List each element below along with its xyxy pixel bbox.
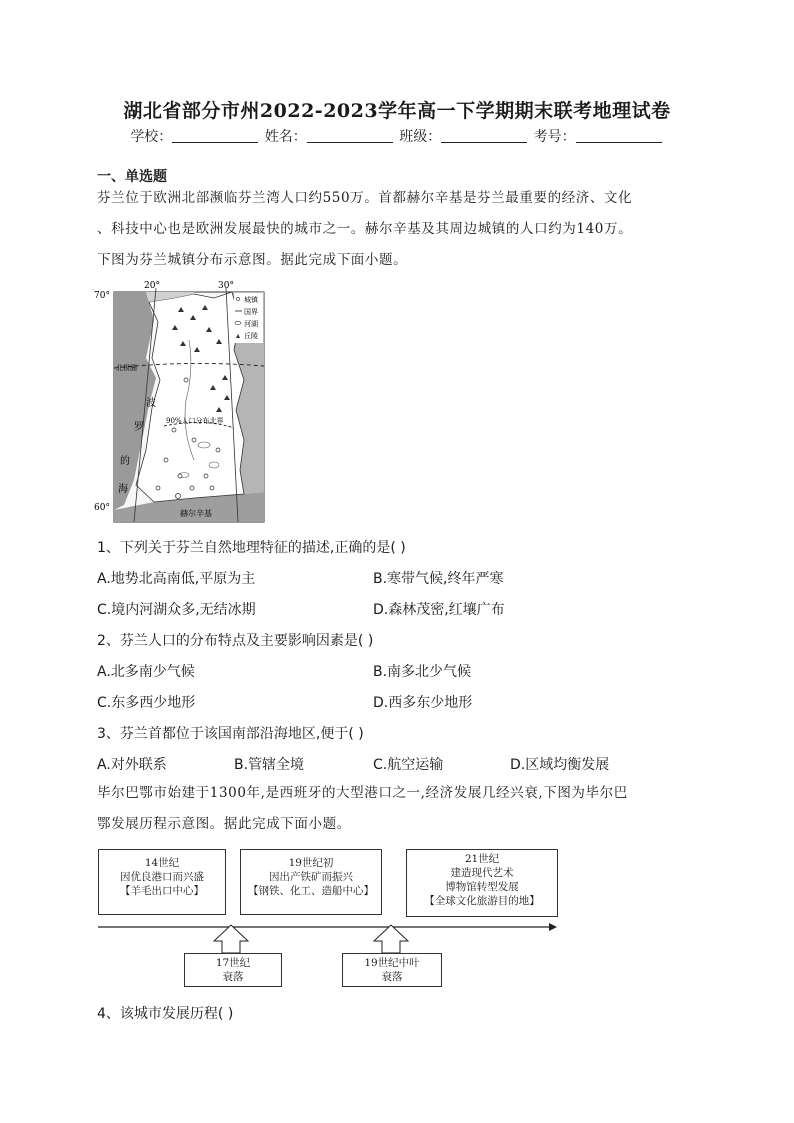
arctic-circle-label: 北极圈 <box>116 364 137 372</box>
stage-text: 21世纪 <box>464 853 500 865</box>
stage-box-19c-early <box>240 849 382 915</box>
up-arrow-17c <box>214 925 248 953</box>
q3-option-c[interactable]: C.航空运输 <box>373 757 444 773</box>
stage-text: 19世纪中叶 <box>364 957 420 969</box>
passage-line: 芬兰位于欧洲北部濒临芬兰湾人口约550万。首都赫尔辛基是芬兰最重要的经济、文化 <box>97 190 633 206</box>
decline-box-19c-mid <box>342 953 442 987</box>
name-label: 姓名： <box>264 129 307 145</box>
q1-option-d[interactable]: D.森林茂密,红壤广布 <box>373 602 505 618</box>
passage-bilbao <box>97 778 702 840</box>
q2-option-b[interactable]: B.南多北少气候 <box>373 664 472 680</box>
school-label: 学校： <box>130 129 173 145</box>
class-label: 班级： <box>399 129 442 145</box>
lat-70-label: 70° <box>94 291 110 301</box>
stage-text: 14世纪 <box>144 857 180 869</box>
sea-char-2: 罗 <box>134 422 144 433</box>
legend-river-lake: 河湖 <box>244 320 258 328</box>
school-blank[interactable] <box>172 128 258 143</box>
passage-line: 毕尔巴鄂市始建于1300年,是西班牙的大型港口之一,经济发展几经兴衰,下图为毕尔巴 <box>97 785 628 801</box>
stage-text: 17世纪 <box>215 957 251 969</box>
stage-text: 【全球文化旅游目的地】 <box>424 895 540 907</box>
q3-option-d[interactable]: D.区域均衡发展 <box>510 757 610 773</box>
sea-char-3: 的 <box>120 456 130 467</box>
stage-text: 【羊毛出口中心】 <box>120 885 204 897</box>
map-legend <box>234 293 263 343</box>
lon-20-label: 20° <box>144 281 160 291</box>
lon-30-label: 30° <box>218 281 234 291</box>
legend-border: 国界 <box>244 308 258 316</box>
lat-60-label: 60° <box>94 503 110 513</box>
sea-char-1: 波 <box>146 398 156 409</box>
question-3-stem: 3、芬兰首都位于该国南部沿海地区,便于( ) <box>97 726 364 742</box>
class-blank[interactable] <box>441 128 527 143</box>
stage-text: 建造现代艺术 <box>450 867 514 879</box>
passage-line: 鄂发展历程示意图。据此完成下面小题。 <box>97 816 351 832</box>
q2-option-a[interactable]: A.北多南少气候 <box>97 664 195 680</box>
q3-option-a[interactable]: A.对外联系 <box>97 757 167 773</box>
question-1-stem: 1、下列关于芬兰自然地理特征的描述,正确的是( ) <box>97 540 406 556</box>
passage-finland <box>97 183 702 276</box>
q1-option-a[interactable]: A.地势北高南低,平原为主 <box>97 571 256 587</box>
up-arrow-19c-mid <box>374 925 408 953</box>
number-label: 考号： <box>533 129 576 145</box>
q3-option-b[interactable]: B.管辖全境 <box>234 757 305 773</box>
decline-box-17c <box>184 953 282 987</box>
sea-char-4: 海 <box>118 484 128 495</box>
stage-text: 因出产铁矿而振兴 <box>269 871 353 883</box>
name-blank[interactable] <box>307 128 393 143</box>
stage-text: 博物馆转型发展 <box>445 881 519 893</box>
q1-option-b[interactable]: B.寒带气候,终年严寒 <box>373 571 504 587</box>
stage-box-21c <box>406 849 558 917</box>
stage-text: 因优良港口而兴盛 <box>120 871 204 883</box>
capital-label: 赫尔辛基 <box>180 509 212 518</box>
passage-line: 下图为芬兰城镇分布示意图。据此完成下面小题。 <box>97 252 408 268</box>
stage-box-14c <box>98 849 226 915</box>
question-4-stem: 4、该城市发展历程( ) <box>97 1006 234 1022</box>
q1-option-c[interactable]: C.境内河湖众多,无结冰期 <box>97 602 256 618</box>
student-info-line <box>0 126 794 146</box>
legend-hill: 丘陵 <box>244 332 258 340</box>
section-title: 一、单选题 <box>97 169 167 185</box>
stage-text: 19世纪初 <box>288 857 334 869</box>
q2-option-d[interactable]: D.西多东少地形 <box>373 695 473 711</box>
passage-line: 、科技中心也是欧洲发展最快的城市之一。赫尔辛基及其周边城镇的人口约为140万。 <box>97 221 633 237</box>
legend-town: 城镇 <box>244 296 258 304</box>
stage-text: 【钢铁、化工、造船中心】 <box>248 885 374 897</box>
q2-option-c[interactable]: C.东多西少地形 <box>97 695 196 711</box>
finland-map <box>94 280 284 524</box>
stage-text: 衰落 <box>222 971 244 983</box>
timeline-arrowhead <box>549 923 557 931</box>
page-title: 湖北省部分市州2022-2023学年高一下学期期末联考地理试卷 <box>123 100 671 122</box>
population-line-label: 90%人口分布北界 <box>166 417 224 425</box>
question-2-stem: 2、芬兰人口的分布特点及主要影响因素是( ) <box>97 633 374 649</box>
number-blank[interactable] <box>576 128 662 143</box>
stage-text: 衰落 <box>381 971 403 983</box>
bilbao-timeline-diagram <box>94 845 564 990</box>
